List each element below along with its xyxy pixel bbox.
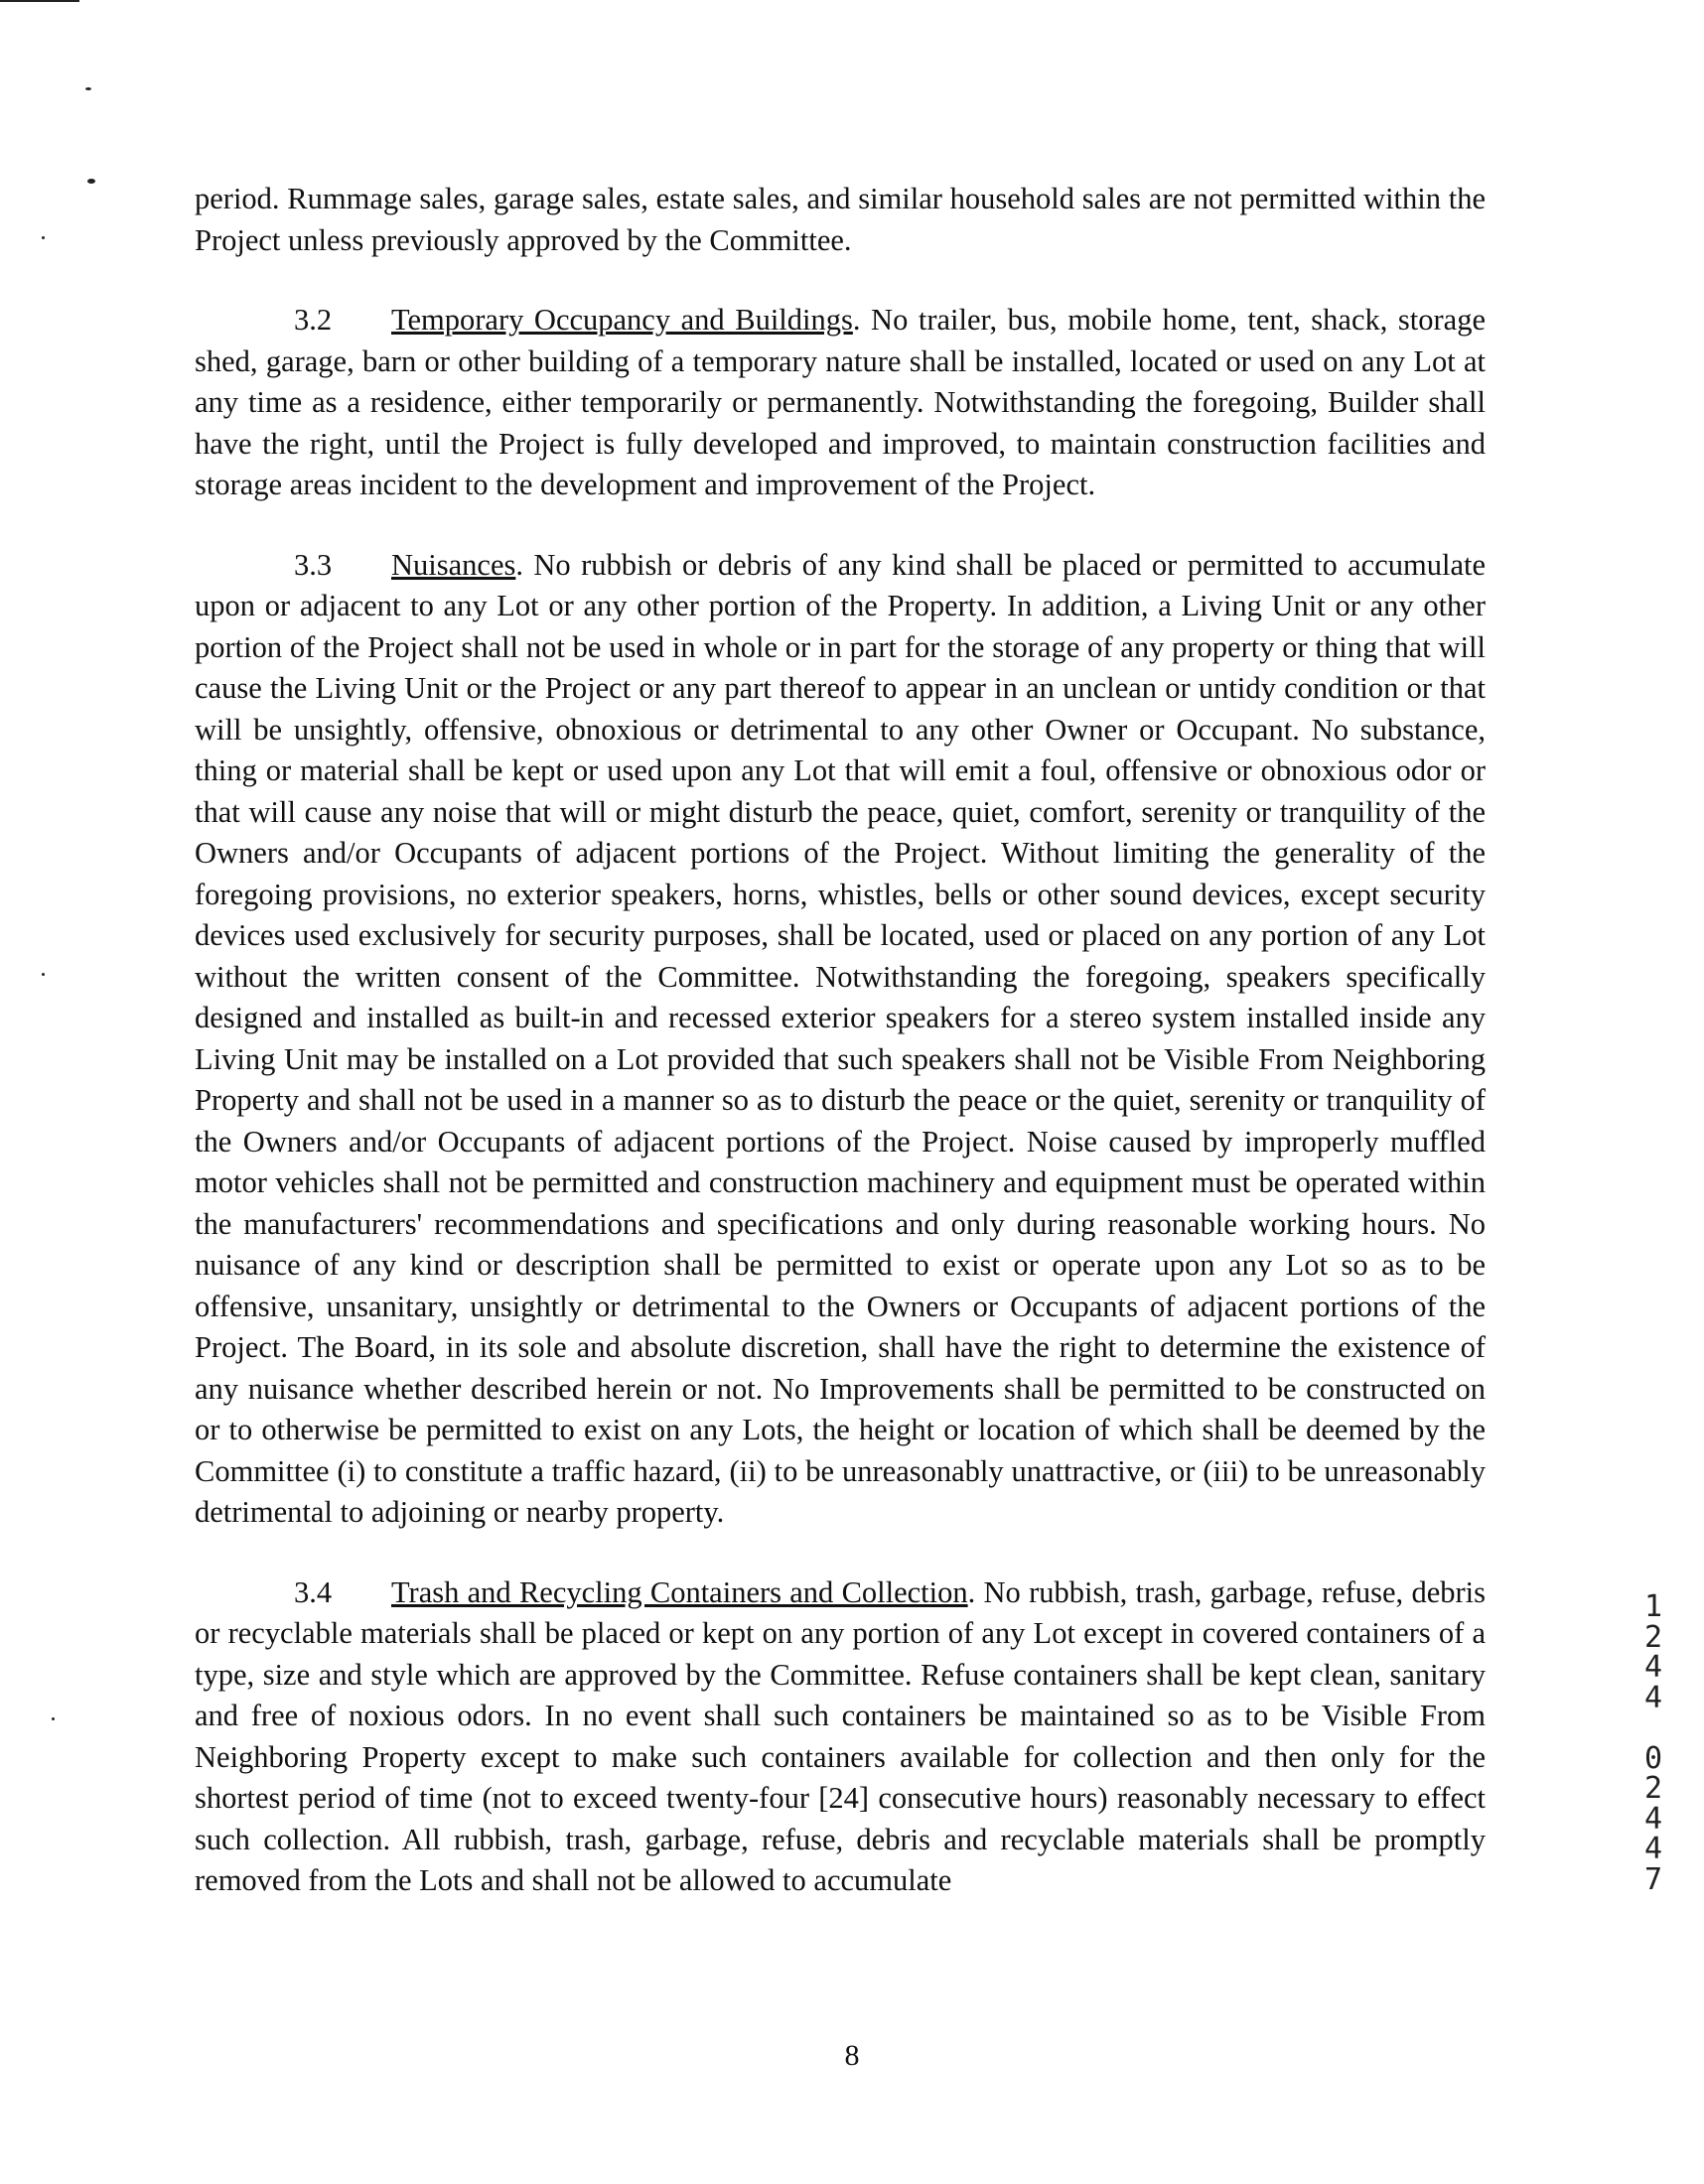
- section-3-4: [195, 1572, 1486, 1902]
- section-number: 3.3: [294, 547, 333, 582]
- scan-speck: [87, 179, 95, 184]
- scan-speck: [85, 87, 91, 90]
- scan-speck: [42, 236, 45, 239]
- scan-speck: [42, 973, 45, 976]
- section-body: . No rubbish, trash, garbage, refuse, debris or recyclable materials shall be placed or kept on any portion of any Lot except in covered containers of a type, size and style which are approved by the Committee. Refuse containers shall be kept clean, sanitary and free of noxious odors. In no event shall such containers be maintained so as to be Visible From Neighboring Property except to make such containers available for collection and then only for the shortest period of time (not to exceed twenty-four [24] consecutive hours) reasonably necessary to effect such collection. All rubbish, trash, garbage, refuse, debris and recyclable materials shall be promptly removed from the Lots and shall not be allowed to accumulate: [195, 1574, 1486, 1897]
- section-body: . No trailer, bus, mobile home, tent, shack, storage shed, garage, barn or other building of a temporary nature shall be installed, located or used on any Lot at any time as a residence, either temporarily or permanently. Notwithstanding the foregoing, Builder shall have the right, until the Project is fully developed and improved, to maintain construction facilities and storage areas incident to the development and improvement of the Project.: [195, 303, 1486, 501]
- recording-number-stamp: 1 2 4 4 0 2 4 4 7: [1643, 1589, 1663, 1897]
- continuation-paragraph: period. Rummage sales, garage sales, estate sales, and similar household sales are not permitted within the Project unless previously approved by the Committee.: [195, 182, 1486, 257]
- document-body: [195, 179, 1486, 1941]
- section-3-2: [195, 300, 1486, 506]
- section-3-3: [195, 545, 1486, 1534]
- section-body: . No rubbish or debris of any kind shall be placed or permitted to accumulate upon or adjacent to any Lot or any other portion of the Property. In addition, a Living Unit or any other portion of the Project shall not be used in whole or in part for the storage of any property or thing that will cause the Living Unit or the Project or any part thereof to appear in an unclean or untidy condition or that will be unsightly, offensive, obnoxious or detrimental to any other Owner or Occupant. No substance, thing or material shall be kept or used upon any Lot that will emit a foul, offensive or obnoxious odor or that will cause any noise that will or might disturb the peace, quiet, comfort, serenity or tranquility of the Owners and/or Occupants of adjacent portions of the Project. Without limiting the generality of the foregoing provisions, no exterior speakers, horns, whistles, bells or other sound devices, except security devices used exclusively for security purposes, shall be located, used or placed on any portion of any Lot without the written consent of the Committee. Notwithstanding the foregoing, speakers specifically designed and installed as built-in and recessed exterior speakers for a stereo system installed inside any Living Unit may be installed on a Lot provided that such speakers shall not be Visible From Neighboring Property and shall not be used in a manner so as to disturb the peace or the quiet, serenity or tranquility of the Owners and/or Occupants of adjacent portions of the Project. Noise caused by improperly muffled motor vehicles shall not be permitted and construction machinery and equipment must be operated within the manufacturers' recommendations and specifications and only during reasonable working hours. No nuisance of any kind or description shall be permitted to exist or operate upon any Lot so as to be offensive, unsanitary, unsightly or detrimental to the Owners or Occupants of adjacent portions of the Project. The Board, in its sole and absolute discretion, shall have the right to determine the existence of any nuisance whether described herein or not. No Improvements shall be permitted to be constructed on or to otherwise be permitted to exist on any Lots, the height or location of which shall be deemed by the Committee (i) to constitute a traffic hazard, (ii) to be unreasonably unattractive, or (iii) to be unreasonably detrimental to adjoining or nearby property.: [195, 547, 1486, 1529]
- section-number: 3.2: [294, 303, 333, 337]
- section-heading: Trash and Recycling Containers and Collection: [391, 1574, 968, 1609]
- page-number: 8: [844, 2039, 860, 2072]
- section-heading: Temporary Occupancy and Buildings: [391, 303, 853, 337]
- scan-corner-rule: [0, 0, 79, 2]
- scan-speck: [52, 1717, 55, 1720]
- section-heading: Nuisances: [391, 547, 516, 582]
- section-number: 3.4: [294, 1574, 333, 1609]
